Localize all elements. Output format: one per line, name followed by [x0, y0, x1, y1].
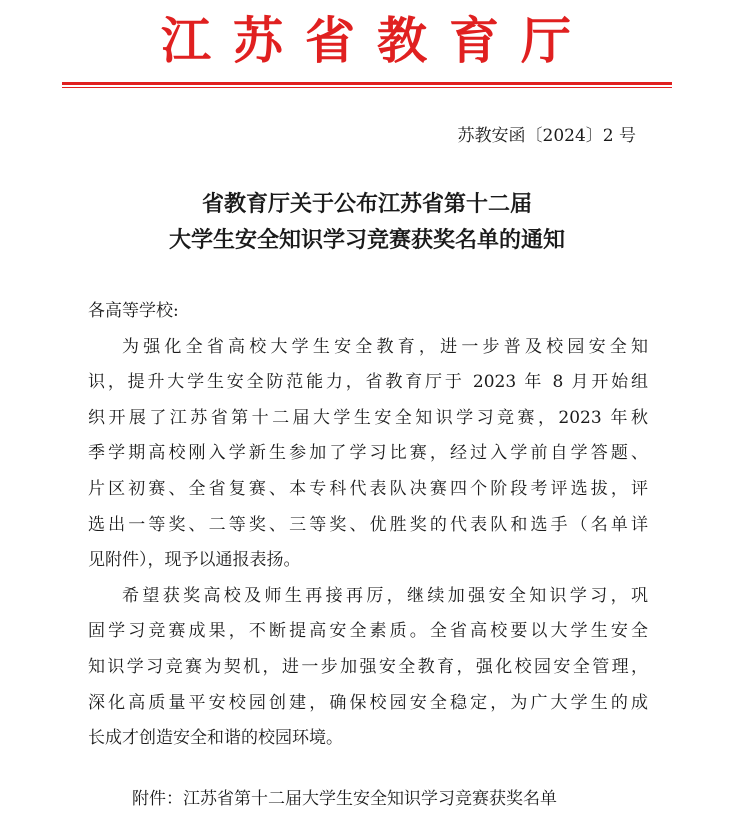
paragraph-line: 见附件），现予以通报表扬。 [88, 550, 301, 571]
paragraph-line: 选出一等奖、二等奖、三等奖、优胜奖的代表队和选手（名单详 [88, 514, 648, 535]
notice-title-line-1: 省教育厅关于公布江苏省第十二届 [201, 191, 532, 217]
paragraph-line: 片区初赛、全省复赛、本专科代表队决赛四个阶段考评选拔，评 [88, 478, 648, 499]
paragraph-2 [88, 579, 648, 757]
paragraph-line: 深化高质量平安校园创建，确保校园安全稳定，为广大学生的成 [88, 692, 648, 713]
paragraph-line: 织开展了江苏省第十二届大学生安全知识学习竞赛，2023 年秋 [88, 407, 648, 428]
paragraph-line: 固学习竞赛成果，不断提高安全素质。全省高校要以大学生安全 [88, 621, 648, 642]
red-header-rule [62, 82, 672, 85]
paragraph-line: 知识学习竞赛为契机，进一步加强安全教育，强化校园安全管理， [88, 656, 648, 677]
notice-title-line-2: 大学生安全知识学习竞赛获奖名单的通知 [168, 227, 565, 253]
paragraph-line: 季学期高校刚入学新生参加了学习比赛，经过入学前自学答题、 [88, 443, 648, 464]
paragraph-line: 长成才创造安全和谐的校园环境。 [88, 728, 343, 749]
paragraph-line: 为强化全省高校大学生安全教育，进一步普及校园安全知 [122, 336, 648, 357]
red-header-rule-thin [62, 87, 672, 88]
masthead-title: 江苏省教育厅 [161, 11, 593, 70]
document-number: 苏教安函〔2024〕2 号 [457, 126, 636, 146]
paragraph-line: 希望获奖高校及师生再接再厉，继续加强安全知识学习，巩 [122, 585, 648, 606]
paragraph-line: 识，提升大学生安全防范能力，省教育厅于 2023 年 8 月开始组 [88, 372, 648, 393]
addressee: 各高等学校: [88, 301, 179, 321]
paragraph-1 [88, 330, 648, 579]
notice-body [88, 294, 648, 757]
notice-title [0, 186, 734, 258]
attachment-note: 附件：江苏省第十二届大学生安全知识学习竞赛获奖名单 [132, 789, 557, 809]
